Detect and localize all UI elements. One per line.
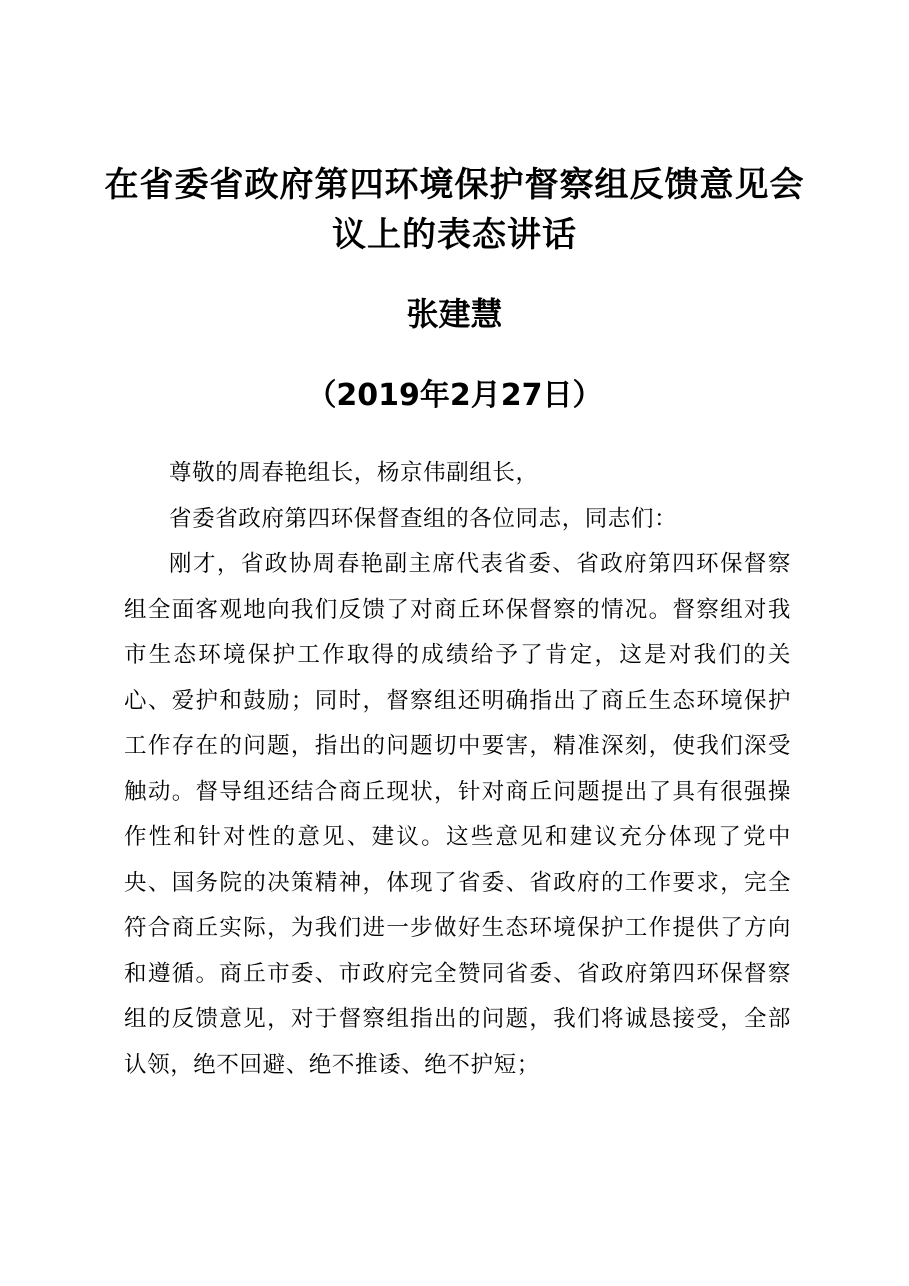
author-name: 张建慧 xyxy=(406,295,503,333)
document-body xyxy=(124,451,791,1088)
document-title: 在省委省政府第四环境保护督察组反馈意见会议上的表态讲话 xyxy=(104,165,805,255)
body-paragraph: 刚才，省政协周春艳副主席代表省委、省政府第四环保督察组全面客观地向我们反馈了对商丘环保督察的情况。督察组对我市生态环境保护工作取得的成绩给予了肯定，这是对我们的关心、爱护和鼓励；同时，督察组还明确指出了商丘生态环境保护工作存在的问题，指出的问题切中要害，精准深刻，使我们深受触动。督导组还结合商丘现状，针对商丘问题提出了具有很强操作性和针对性的意见、建议。这些意见和建议充分体现了党中央、国务院的决策精神，体现了省委、省政府的工作要求，完全符合商丘实际，为我们进一步做好生态环境保护工作提供了方向和遵循。商丘市委、市政府完全赞同省委、省政府第四环保督察组的反馈意见，对于督察组指出的问题，我们将诚恳接受，全部认领，绝不回避、绝不推诿、绝不护短； xyxy=(124,551,791,1078)
salutation-line-1: 尊敬的周春艳组长，杨京伟副组长， xyxy=(169,460,539,486)
salutation-line-2: 省委省政府第四环保督查组的各位同志，同志们： xyxy=(169,505,678,532)
speech-date: （2019年2月27日） xyxy=(306,378,603,413)
